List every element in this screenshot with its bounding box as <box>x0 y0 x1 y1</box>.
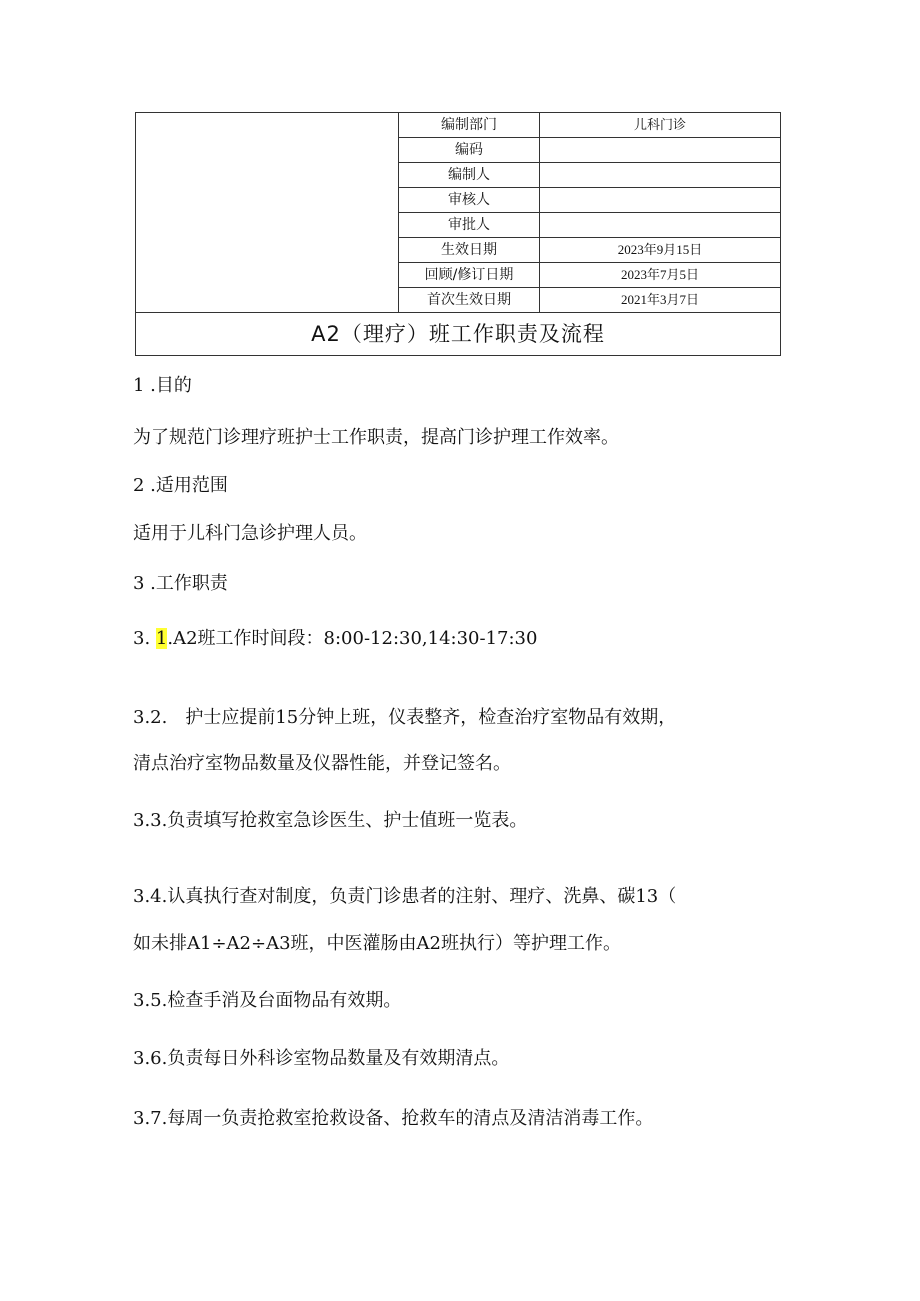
label-review-date: 回顾/修订日期 <box>399 263 540 288</box>
duty-item-3-1-text: .A2班工作时间段：8:00-12:30,14:30-17:30 <box>167 628 538 649</box>
label-effective-date: 生效日期 <box>399 238 540 263</box>
section-scope-heading: 2 .适用范围 <box>133 475 228 496</box>
label-department: 编制部门 <box>399 113 540 138</box>
value-effective-date: 2023年9月15日 <box>540 238 781 263</box>
header-row-department <box>136 113 781 138</box>
section-purpose-text: 为了规范门诊理疗班护士工作职责，提高门诊护理工作效率。 <box>133 427 619 448</box>
section-scope-text: 适用于儿科门急诊护理人员。 <box>133 523 367 544</box>
duty-item-3-3: 3.3.负责填写抢救室急诊医生、护士值班一览表。 <box>133 810 528 831</box>
duty-item-3-2-line-1: 3.2. 护士应提前15分钟上班，仪表整齐，检查治疗室物品有效期， <box>133 707 677 728</box>
value-department: 儿科门诊 <box>540 113 781 138</box>
duty-item-3-6: 3.6.负责每日外科诊室物品数量及有效期清点。 <box>133 1048 510 1069</box>
label-reviewer: 审核人 <box>399 188 540 213</box>
highlight-mark: 1 <box>155 628 168 649</box>
duty-item-3-7: 3.7.每周一负责抢救室抢救设备、抢救车的清点及清洁消毒工作。 <box>133 1108 654 1129</box>
value-approver <box>540 213 781 238</box>
duty-item-3-5: 3.5.检查手消及台面物品有效期。 <box>133 990 402 1011</box>
duty-item-3-1 <box>133 626 793 652</box>
header-row-title <box>136 313 781 356</box>
value-review-date: 2023年7月5日 <box>540 263 781 288</box>
value-author <box>540 163 781 188</box>
document-header-table <box>135 112 781 356</box>
duty-item-3-4-line-2: 如未排A1÷A2÷A3班，中医灌肠由A2班执行）等护理工作。 <box>133 933 621 954</box>
label-author: 编制人 <box>399 163 540 188</box>
duty-item-3-1-prefix: 3. <box>133 628 156 649</box>
document-title: A2（理疗）班工作职责及流程 <box>136 313 781 356</box>
logo-area <box>136 113 399 313</box>
label-code: 编码 <box>399 138 540 163</box>
section-duties-heading: 3 .工作职责 <box>133 573 228 594</box>
section-purpose-heading: 1 .目的 <box>133 375 192 396</box>
label-first-effective-date: 首次生效日期 <box>399 288 540 313</box>
duty-item-3-4-line-1: 3.4.认真执行查对制度，负责门诊患者的注射、理疗、洗鼻、碳13（ <box>133 886 677 907</box>
label-approver: 审批人 <box>399 213 540 238</box>
value-first-effective-date: 2021年3月7日 <box>540 288 781 313</box>
value-code <box>540 138 781 163</box>
duty-item-3-2-line-2: 清点治疗室物品数量及仪器性能，并登记签名。 <box>133 753 511 774</box>
value-reviewer <box>540 188 781 213</box>
